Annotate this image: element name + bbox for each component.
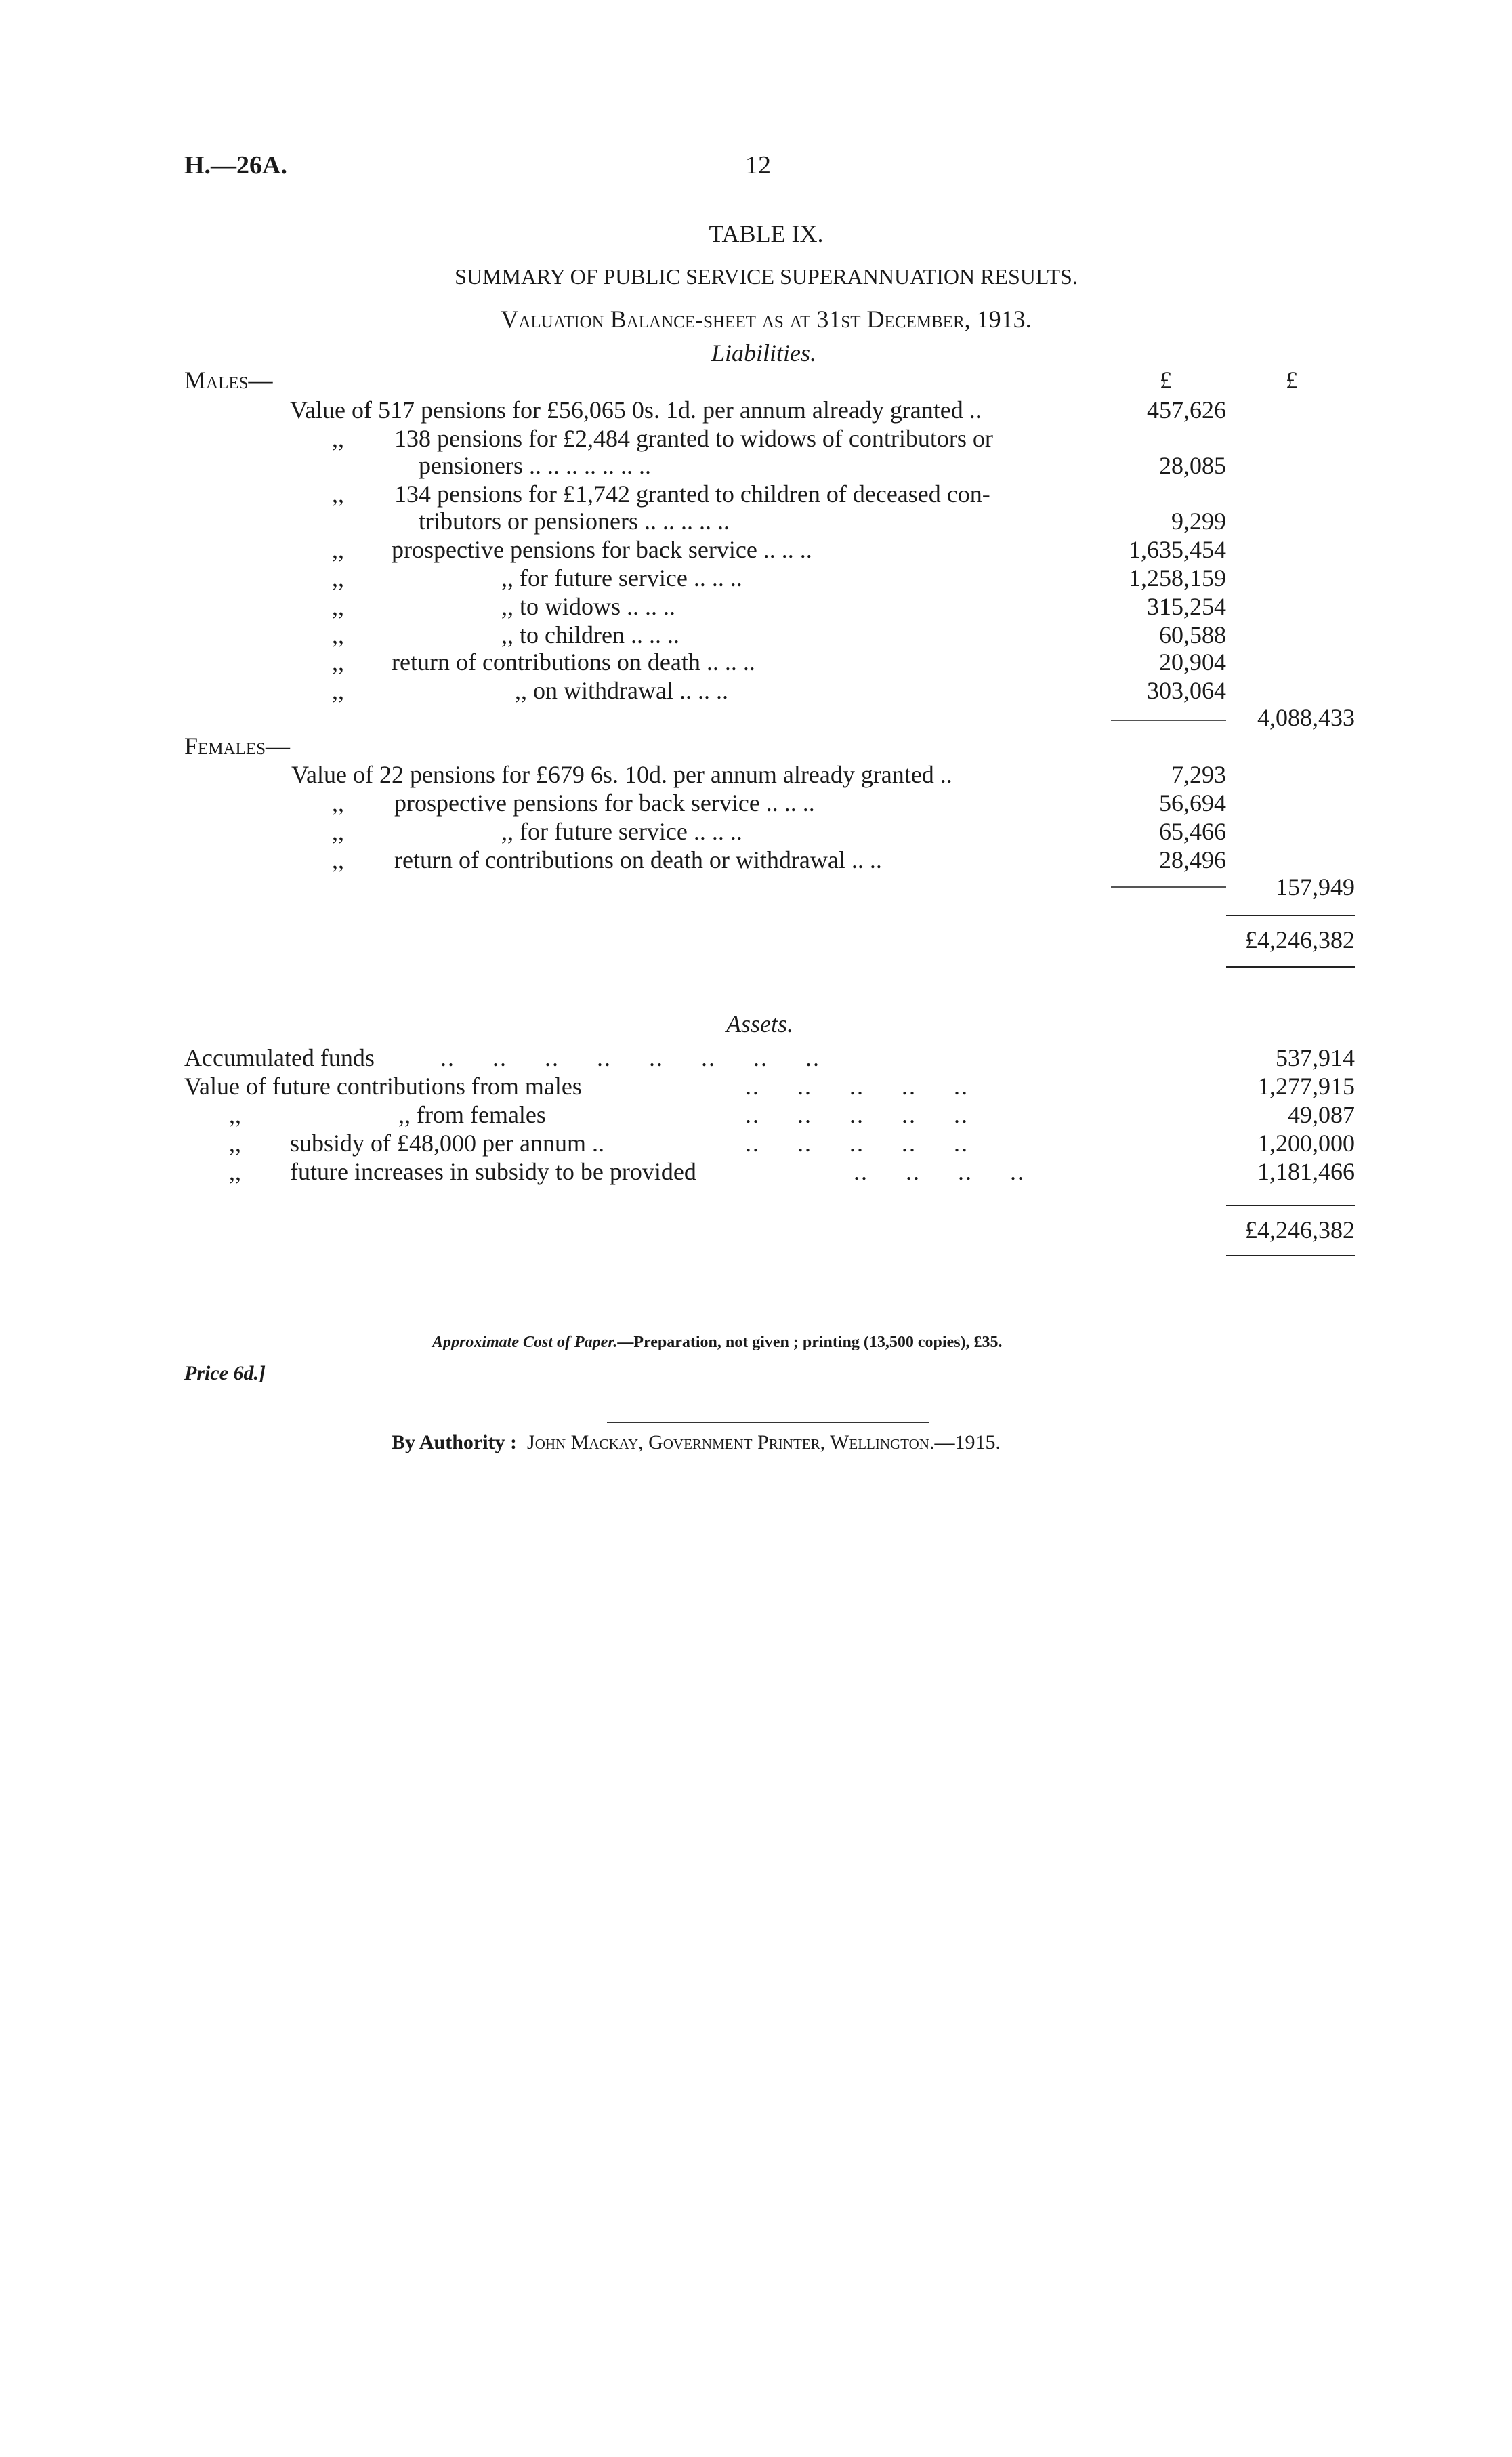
females-row-amount: 65,466: [1159, 818, 1226, 845]
males-row-text: ,, on withdrawal .. .. ..: [515, 677, 728, 704]
summary-title: SUMMARY OF PUBLIC SERVICE SUPERANNUATION RESULTS.: [455, 264, 1078, 289]
males-row-text: 138 pensions for £2,484 granted to widows of contributors or: [394, 425, 993, 452]
currency-column-1: £: [1160, 367, 1172, 394]
assets-grand-total: £4,246,382: [1245, 1216, 1355, 1243]
asset-row-text: ,, from females: [398, 1101, 546, 1128]
females-row-amount: 28,496: [1159, 846, 1226, 873]
authority-label: By Authority :: [392, 1431, 518, 1453]
males-row-text: Value of 517 pensions for £56,065 0s. 1d. per annum already granted ..: [290, 396, 982, 424]
cost-label: Approximate Cost of Paper.: [432, 1334, 618, 1351]
males-row-text: prospective pensions for back service .. .. ..: [392, 536, 812, 563]
females-row-amount: 7,293: [1171, 761, 1226, 788]
males-row-text: ,, for future service .. .. ..: [501, 564, 742, 592]
males-row-text: 134 pensions for £1,742 granted to children of deceased con-: [394, 480, 990, 508]
males-total: 4,088,433: [1257, 704, 1355, 731]
valuation-title: Valuation Balance-sheet as at 31st December, 1913.: [501, 306, 1032, 333]
ditto-mark: ,,: [332, 425, 344, 452]
cost-text: —Preparation, not given ; printing (13,500 copies), £35.: [617, 1334, 1003, 1351]
males-row-text: pensioners .. .. .. .. .. .. ..: [419, 452, 651, 479]
liabilities-total-rule-bottom: [1226, 966, 1355, 968]
asset-row-text: future increases in subsidy to be provided: [290, 1158, 696, 1185]
printer-imprint: [392, 1431, 1001, 1454]
males-row-amount: 9,299: [1171, 508, 1226, 535]
males-row-amount: 28,085: [1159, 452, 1226, 479]
asset-row-text: Value of future contributions from males: [184, 1073, 582, 1100]
ditto-mark: ,,: [332, 648, 344, 676]
asset-row-text: Accumulated funds: [184, 1044, 375, 1071]
asset-row-text: subsidy of £48,000 per annum ..: [290, 1130, 604, 1157]
ditto-mark: ,,: [332, 480, 344, 508]
females-row-text: ,, for future service .. .. ..: [501, 818, 742, 845]
authority-text: John Mackay, Government Printer, Wellington.—1915.: [527, 1431, 1001, 1453]
ditto-mark: ,,: [229, 1101, 241, 1128]
females-subtotal-rule: [1111, 886, 1226, 888]
females-label: Females—: [184, 732, 291, 760]
males-row-amount: 303,064: [1147, 677, 1226, 704]
asset-row-amount: 1,200,000: [1257, 1130, 1355, 1157]
males-row-text: ,, to children .. .. ..: [501, 621, 679, 648]
leader-dots: .. .. .. .. ..: [745, 1073, 969, 1100]
ditto-mark: ,,: [332, 621, 344, 648]
males-row-amount: 1,258,159: [1129, 564, 1226, 592]
males-row-text: ,, to widows .. .. ..: [501, 593, 676, 620]
males-row-amount: 315,254: [1147, 593, 1226, 620]
liabilities-grand-total: £4,246,382: [1245, 926, 1355, 953]
ditto-mark: ,,: [229, 1130, 241, 1157]
liabilities-heading: Liabilities.: [711, 339, 817, 367]
leader-dots: .. .. .. .. ..: [745, 1101, 969, 1128]
asset-row-amount: 1,277,915: [1257, 1073, 1355, 1100]
ditto-mark: ,,: [332, 818, 344, 845]
males-label: Males—: [184, 367, 273, 394]
ditto-mark: ,,: [332, 536, 344, 563]
document-reference: H.—26A.: [184, 151, 287, 180]
leader-dots: .. .. .. .. .. .. .. ..: [440, 1044, 820, 1071]
females-row-text: prospective pensions for back service .. .. ..: [394, 789, 815, 817]
ditto-mark: ,,: [332, 846, 344, 873]
leader-dots: .. .. .. .. ..: [745, 1130, 969, 1157]
ditto-mark: ,,: [332, 677, 344, 704]
males-row-text: return of contributions on death .. .. ..: [392, 648, 755, 676]
ditto-mark: ,,: [332, 789, 344, 817]
asset-row-amount: 49,087: [1288, 1101, 1355, 1128]
price-note: Price 6d.]: [184, 1362, 266, 1384]
asset-row-amount: 537,914: [1276, 1044, 1355, 1071]
females-row-text: Value of 22 pensions for £679 6s. 10d. per annum already granted ..: [291, 761, 952, 788]
table-title: TABLE IX.: [709, 220, 824, 247]
assets-total-rule-bottom: [1226, 1255, 1355, 1256]
males-row-amount: 20,904: [1159, 648, 1226, 676]
females-row-amount: 56,694: [1159, 789, 1226, 817]
leader-dots: .. .. .. ..: [854, 1158, 1025, 1185]
ditto-mark: ,,: [332, 564, 344, 592]
cost-of-paper-note: [432, 1334, 1003, 1352]
males-row-text: tributors or pensioners .. .. .. .. ..: [419, 508, 730, 535]
page-number: 12: [745, 151, 771, 180]
females-row-text: return of contributions on death or withdrawal .. ..: [394, 846, 882, 873]
currency-column-2: £: [1286, 367, 1298, 394]
asset-row-amount: 1,181,466: [1257, 1158, 1355, 1185]
females-total: 157,949: [1276, 873, 1355, 901]
assets-heading: Assets.: [726, 1010, 793, 1037]
liabilities-total-rule-top: [1226, 915, 1355, 916]
males-subtotal-rule: [1111, 720, 1226, 721]
males-row-amount: 1,635,454: [1129, 536, 1226, 563]
footer-rule: [607, 1422, 929, 1423]
ditto-mark: ,,: [229, 1158, 241, 1185]
assets-total-rule-top: [1226, 1205, 1355, 1206]
males-row-amount: 457,626: [1147, 396, 1226, 424]
males-row-amount: 60,588: [1159, 621, 1226, 648]
ditto-mark: ,,: [332, 593, 344, 620]
